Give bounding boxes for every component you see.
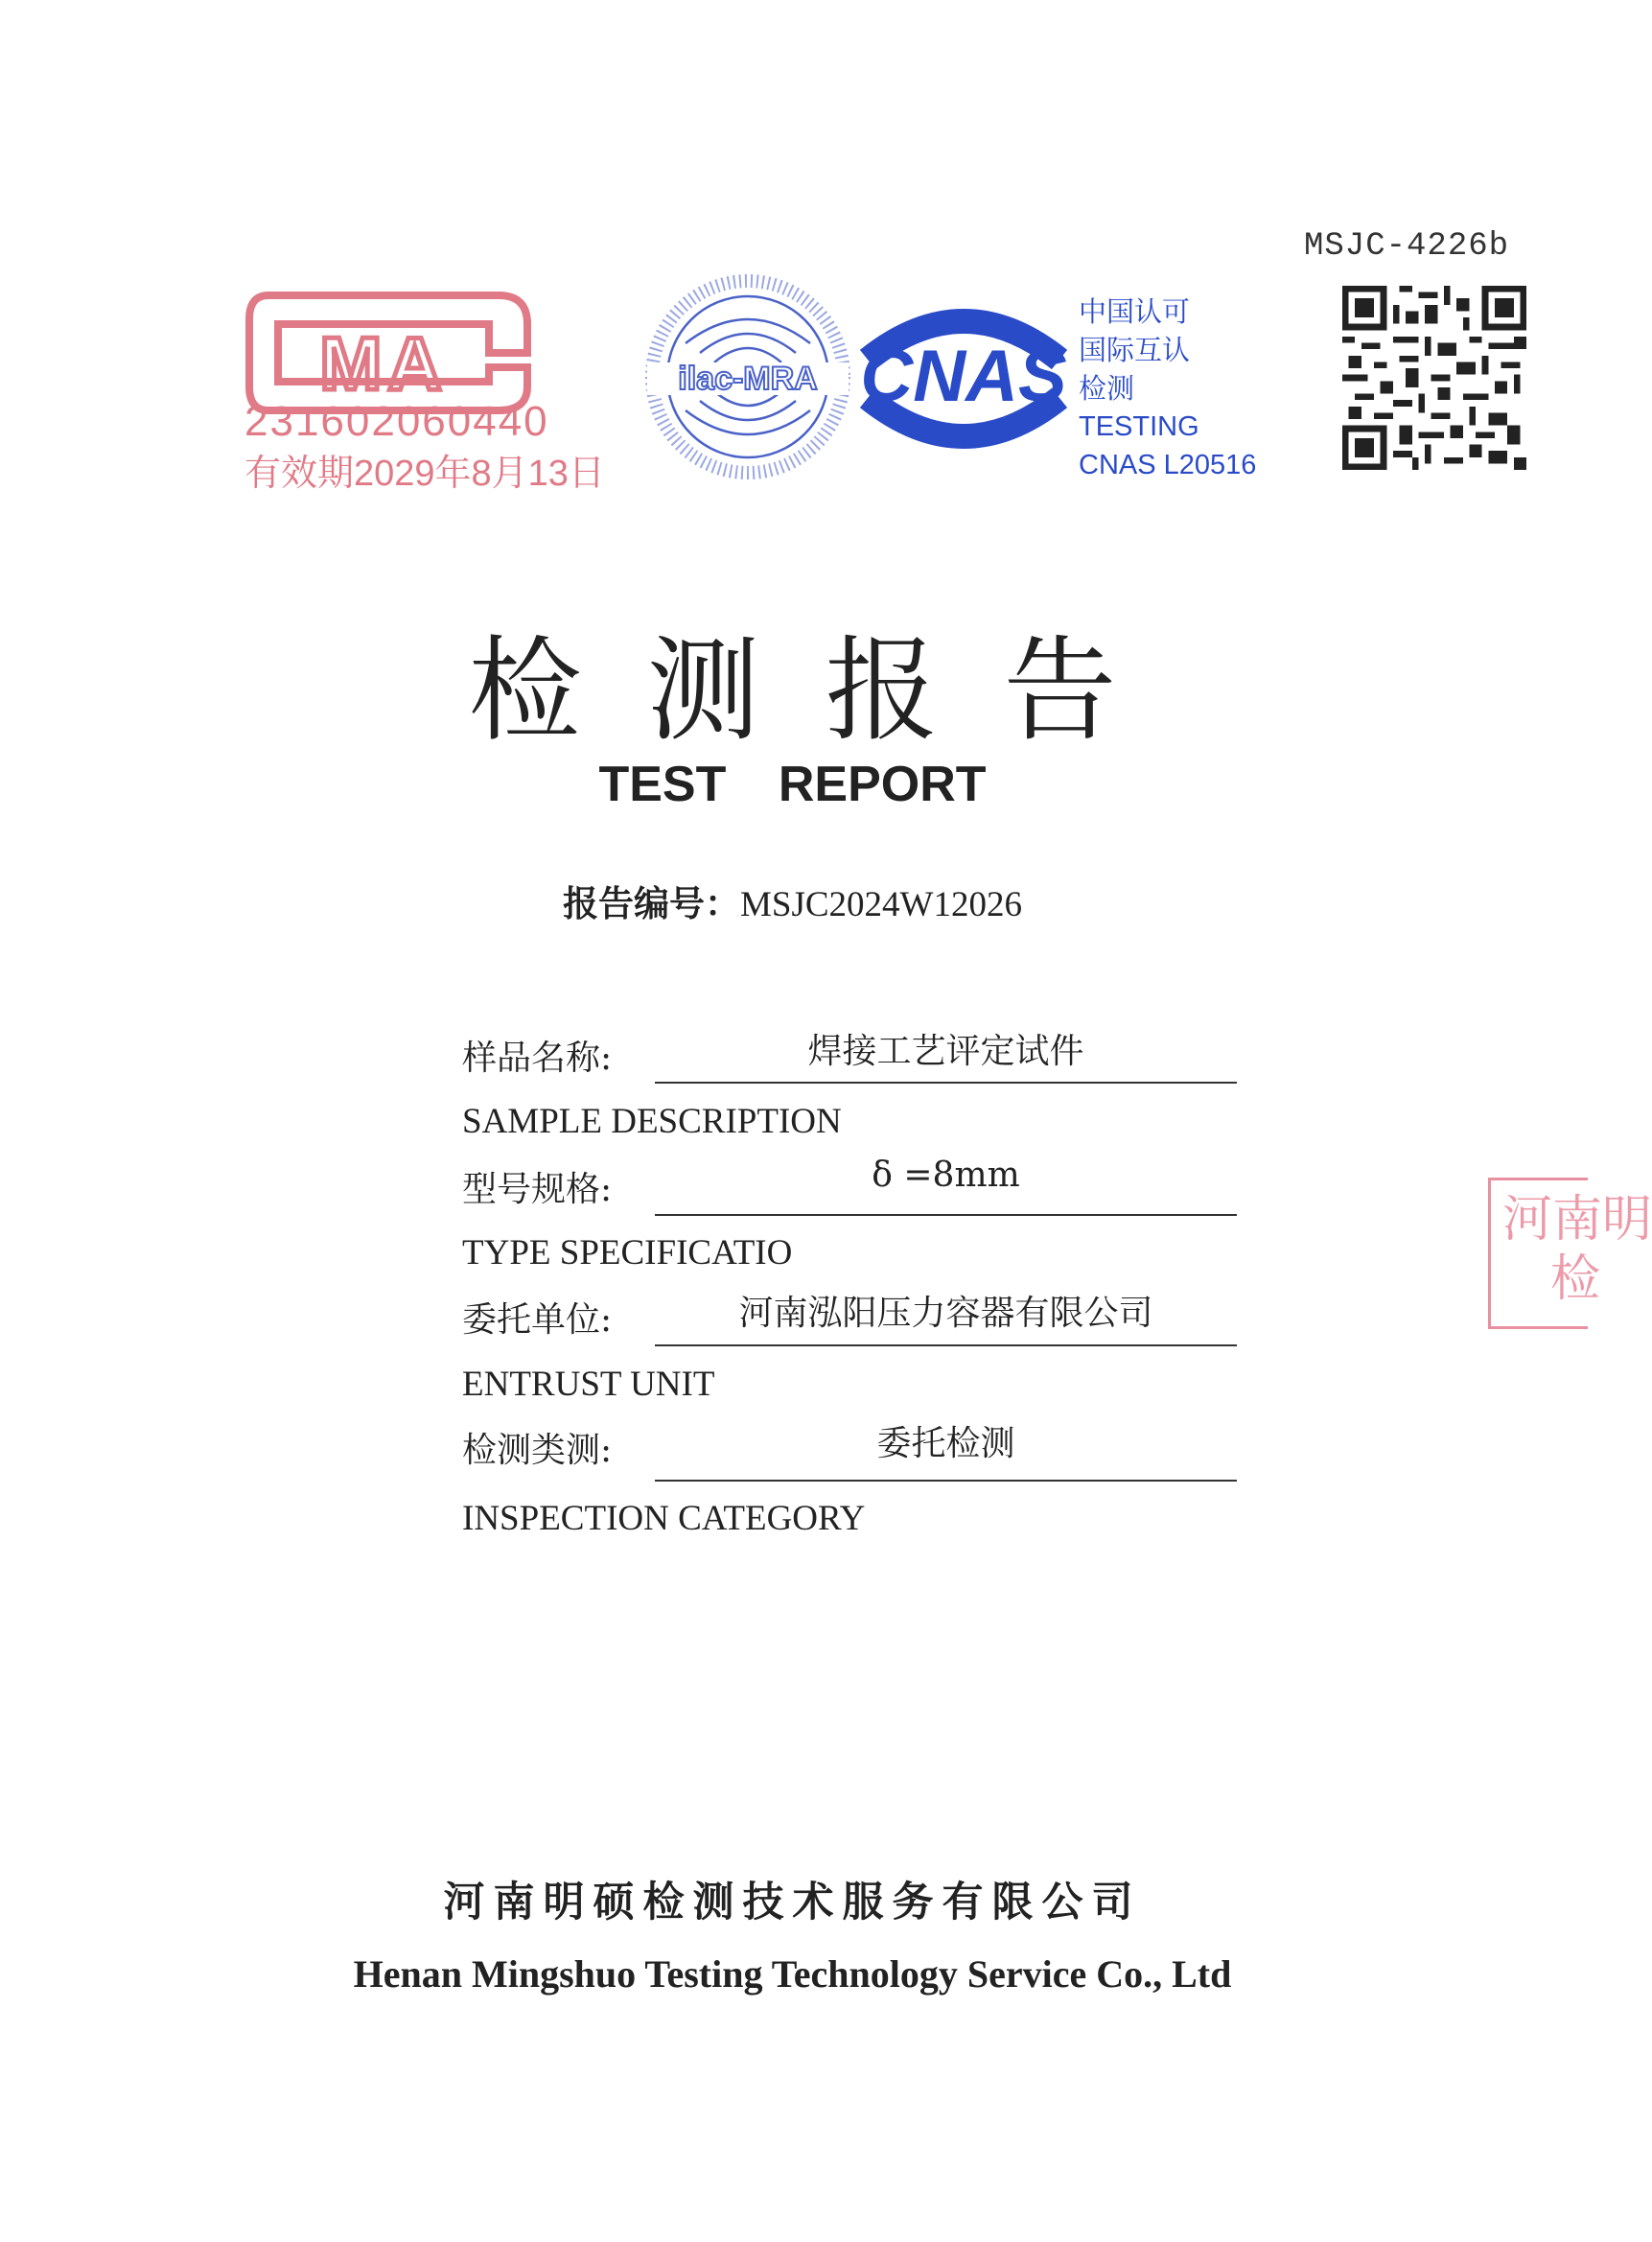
document-code: MSJC-4226b (1304, 228, 1510, 265)
model-spec-value: δ =8mm (872, 1156, 1020, 1195)
report-number (0, 875, 1585, 926)
cnas-line-2: 国际互认 (1079, 334, 1191, 366)
type-specification-label: TYPE SPECIFICATIO (462, 1233, 793, 1273)
report-title-english: TEST REPORT (598, 757, 987, 812)
side-seal-line-1: 河南明 (1502, 1191, 1652, 1249)
cma-logo-text: MA (319, 321, 448, 406)
cnas-logo (849, 292, 1079, 465)
cnas-logo-text: CNAS (860, 336, 1067, 417)
inspection-category-value: 委托检测 (876, 1424, 1015, 1463)
cnas-line-4: TESTING (1079, 411, 1199, 442)
entrusting-unit-label: 委托单位: (462, 1300, 613, 1340)
report-title-chinese: 检测报告 (468, 624, 1182, 757)
sample-description-label: SAMPLE DESCRIPTION (462, 1102, 842, 1141)
cma-validity: 有效期2029年8月13日 (244, 454, 605, 494)
side-seal-stamp (1488, 1178, 1652, 1329)
cnas-line-5: CNAS L20516 (1079, 450, 1257, 480)
report-number-value: MSJC2024W12026 (740, 885, 1022, 924)
cnas-line-3: 检测 (1079, 372, 1135, 405)
report-number-label: 报告编号： (563, 883, 740, 924)
cnas-line-1: 中国认可 (1079, 295, 1191, 328)
sample-name-label: 样品名称: (462, 1039, 613, 1078)
sample-name-value: 焊接工艺评定试件 (807, 1032, 1084, 1071)
entrusting-unit-underline (655, 1344, 1237, 1346)
inspection-category-underline (655, 1480, 1237, 1482)
ilac-mra-seal (647, 276, 849, 478)
side-seal-line-2: 检 (1550, 1250, 1601, 1308)
cnas-text-block (1079, 292, 1256, 484)
side-seal-text (1502, 1190, 1652, 1309)
entrusting-unit-value: 河南泓阳压力容器有限公司 (738, 1294, 1153, 1333)
model-spec-underline (655, 1214, 1237, 1216)
model-spec-label: 型号规格: (462, 1170, 613, 1209)
qr-code[interactable] (1342, 286, 1526, 470)
inspection-category-label: INSPECTION CATEGORY (462, 1499, 866, 1538)
company-name-english: Henan Mingshuo Testing Technology Service Co., Ltd (353, 1952, 1232, 1996)
sample-name-underline (655, 1082, 1237, 1084)
ilac-text: ilac-MRA (678, 361, 818, 397)
cma-number: 231602060440 (244, 398, 549, 445)
inspection-category-cn-label: 检测类测: (462, 1431, 613, 1470)
company-name-chinese: 河南明硕检测技术服务有限公司 (443, 1879, 1142, 1927)
entrust-unit-label: ENTRUST UNIT (462, 1365, 715, 1404)
